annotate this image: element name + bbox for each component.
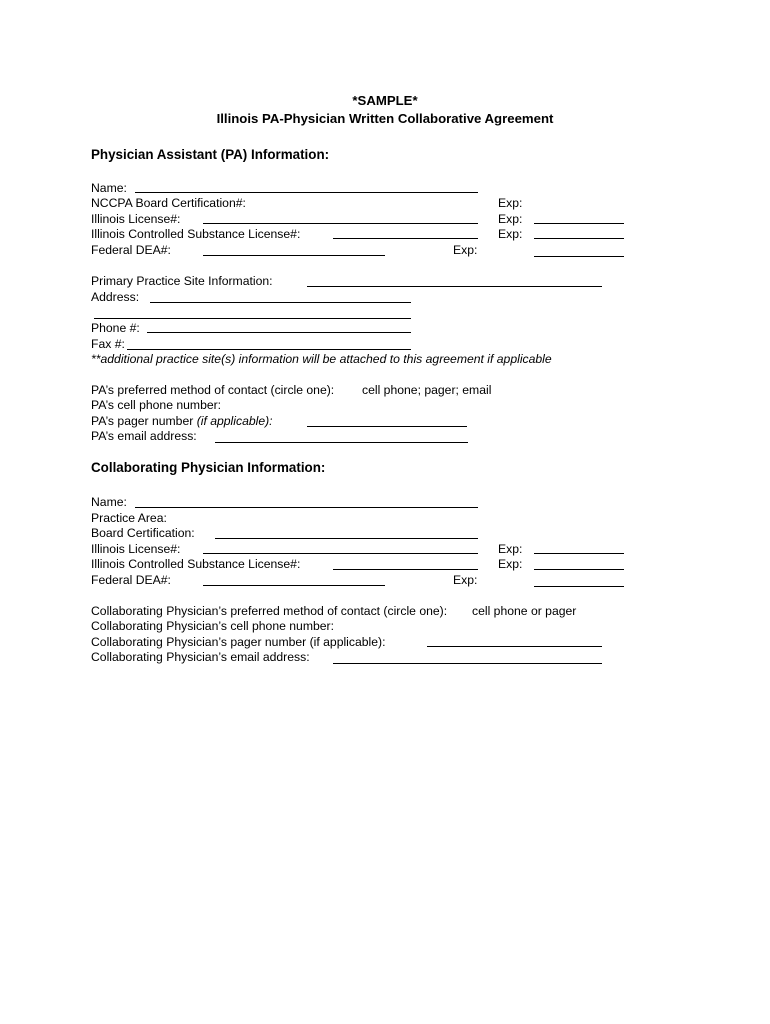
pa-contact-method-label: PA’s preferred method of contact (circle one): (91, 383, 335, 397)
pa-name-label: Name: (91, 181, 127, 195)
cp-contact-method-label: Collaborating Physician’s preferred method of contact (circle one): (91, 604, 448, 618)
cp-dea-exp-label: Exp: (453, 573, 478, 587)
pa-pager-label-italic: (if applicable): (196, 414, 273, 428)
pa-il-license-label: Illinois License#: (91, 212, 181, 226)
pa-email-label: PA’s email address: (91, 429, 197, 443)
cp-pager-line[interactable] (427, 646, 602, 647)
pa-name-line[interactable] (135, 192, 478, 193)
cp-contact-options[interactable]: cell phone or pager (472, 604, 577, 618)
pa-nccpa-label: NCCPA Board Certification#: (91, 196, 246, 210)
cp-email-label: Collaborating Physician’s email address: (91, 650, 310, 664)
cp-name-label: Name: (91, 495, 127, 509)
cp-il-cs-exp-label: Exp: (498, 557, 523, 571)
cp-section-heading: Collaborating Physician Information: (91, 460, 326, 475)
pa-dea-exp-label: Exp: (453, 243, 478, 257)
pa-site-info-line[interactable] (307, 286, 602, 287)
pa-il-cs-license-label: Illinois Controlled Substance License#: (91, 227, 301, 241)
pa-address-line-2[interactable] (94, 318, 411, 319)
pa-phone-label: Phone #: (91, 321, 140, 335)
pa-pager-label (91, 414, 273, 429)
pa-il-cs-exp-line[interactable] (534, 238, 624, 239)
pa-il-cs-exp-label: Exp: (498, 227, 523, 241)
cp-board-cert-label: Board Certification: (91, 526, 195, 540)
pa-email-line[interactable] (215, 442, 468, 443)
pa-nccpa-exp-label: Exp: (498, 196, 523, 210)
document-title: Illinois PA-Physician Written Collaborative Agreement (216, 111, 554, 126)
pa-contact-options[interactable]: cell phone; pager; email (362, 383, 492, 397)
pa-dea-label: Federal DEA#: (91, 243, 171, 257)
pa-section-heading: Physician Assistant (PA) Information: (91, 147, 330, 162)
pa-additional-sites-note: **additional practice site(s) information will be attached to this agreement if applicable (91, 352, 552, 366)
pa-address-label: Address: (91, 290, 140, 304)
cp-il-license-label: Illinois License#: (91, 542, 181, 556)
cp-dea-line[interactable] (203, 585, 385, 586)
cp-dea-exp-line[interactable] (534, 586, 624, 587)
pa-site-info-label: Primary Practice Site Information: (91, 274, 273, 288)
sample-label: *SAMPLE* (352, 93, 418, 108)
cp-pager-label: Collaborating Physician’s pager number (if applicable): (91, 635, 386, 649)
cp-practice-area-label: Practice Area: (91, 511, 167, 525)
pa-il-cs-license-line[interactable] (333, 238, 478, 239)
pa-phone-line[interactable] (147, 332, 411, 333)
cp-il-cs-exp-line[interactable] (534, 569, 624, 570)
pa-cell-label: PA’s cell phone number: (91, 398, 222, 412)
cp-email-line[interactable] (333, 663, 602, 664)
pa-fax-label: Fax #: (91, 337, 125, 351)
pa-address-line-1[interactable] (150, 302, 411, 303)
pa-il-license-exp-label: Exp: (498, 212, 523, 226)
pa-il-license-line[interactable] (203, 223, 478, 224)
pa-pager-line[interactable] (307, 426, 467, 427)
cp-il-cs-license-line[interactable] (333, 569, 478, 570)
cp-cell-label: Collaborating Physician’s cell phone number: (91, 619, 334, 633)
pa-fax-line[interactable] (127, 349, 411, 350)
cp-board-cert-line[interactable] (215, 538, 478, 539)
cp-il-license-exp-label: Exp: (498, 542, 523, 556)
pa-il-license-exp-line[interactable] (534, 223, 624, 224)
cp-il-cs-license-label: Illinois Controlled Substance License#: (91, 557, 301, 571)
cp-name-line[interactable] (135, 507, 478, 508)
cp-il-license-exp-line[interactable] (534, 553, 624, 554)
cp-dea-label: Federal DEA#: (91, 573, 171, 587)
pa-pager-label-text: PA’s pager number (91, 414, 197, 428)
cp-il-license-line[interactable] (203, 553, 478, 554)
pa-dea-exp-line[interactable] (534, 256, 624, 257)
pa-dea-line[interactable] (203, 255, 385, 256)
